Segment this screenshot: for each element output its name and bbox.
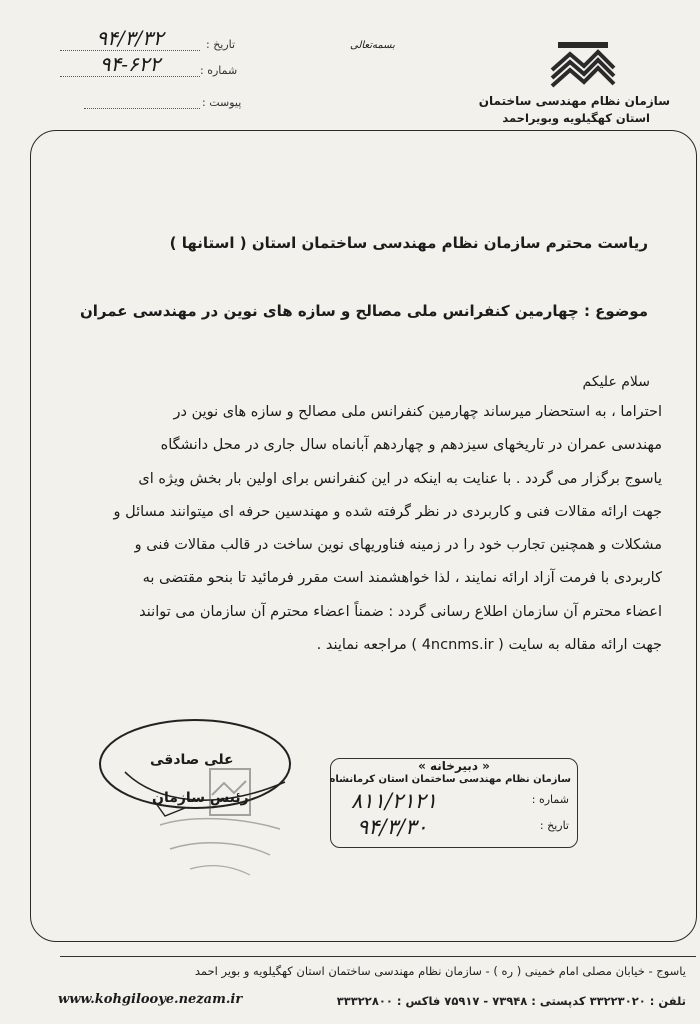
org-name-line2: استان کهگیلویه وبویراحمد [502,111,650,125]
stamp-title: « دبیرخانه » [418,759,490,773]
stamp-date-label: تاریخ : [539,819,569,832]
body-line: کاربردی با فرمت آزاد ارائه نمایند ، لذا خواهشمند است مقرر فرمائید تا بنحو مقتضی به [142,570,662,587]
stamp-date-value: ۹۴/۳/۳۰ [357,815,428,839]
footer-address: یاسوج - خیابان مصلی امام خمینی ( ره ) - سازمان نظام مهندسی ساختمان استان کهگیلویه و بویر احمد [194,964,686,978]
number-label: شماره : [200,64,238,77]
signer-name: علی صادقی [150,752,234,768]
footer-phone: تلفن : ۳۳۲۲۳۰۲۰ کدپستی : ۷۳۹۴۸ - ۷۵۹۱۷ فاکس : ۳۳۳۲۲۸۰۰ [336,994,686,1008]
body-line: جهت ارائه مقالات فنی و کاربردی در نظر گرفته شده و مهندسین حرفه ای میتوانند مسائل و [113,503,662,520]
date-label: تاریخ : [206,38,236,51]
attachment-line [84,96,200,109]
signer-title: رئیس سازمان [152,790,249,806]
body-line: جهت ارائه مقاله به سایت ( 4ncnms.ir ) مراجعه نمایند . [316,637,662,654]
body-line: یاسوج برگزار می گردد . با عنایت به اینکه در این کنفرانس برای اولین بار بخش ویژه ای [138,470,662,487]
header [0,0,700,125]
stamp-number-value: ۸۱۱/۲۱۲۱ [351,789,438,813]
org-seal-icon [150,765,290,885]
greeting: سلام علیکم [582,374,650,390]
addressee: ریاست محترم سازمان نظام مهندسی ساختمان استان ( استانها ) [169,234,648,252]
footer-divider [60,956,696,957]
stamp-number-label: شماره : [531,793,569,806]
receiving-stamp [330,758,578,848]
body-line: احتراما ، به استحضار میرساند چهارمین کنفرانس ملی مصالح و سازه های نوین در [173,404,662,420]
attachment-label: پیوست : [202,96,242,109]
stamp-org: سازمان نظام مهندسی ساختمان استان کرمانشاه [329,774,571,785]
basmala: بسمه‌تعالی [350,40,395,51]
body-line: مهندسی عمران در تاریخهای سیزدهم و چهاردهم آبانماه سال جاری در محل دانشگاه [160,437,662,454]
letter-body [36,396,662,662]
org-logo-icon [548,40,618,88]
footer-website: www.kohgilooye.nezam.ir [58,992,243,1007]
number-value: ۹۴-۶۲۲ [60,52,200,77]
body-line: اعضاء محترم آن سازمان اطلاع رسانی گردد : ضمناً اعضاء محترم آن سازمان می توانند [139,603,662,620]
date-value: ۹۴/۳/۳۲ [60,26,200,51]
body-line: مشکلات و همچنین تجارب خود را در زمینه فناوریهای نوین ساخت در قالب مقالات فنی و [134,537,662,554]
org-name-line1: سازمان نظام مهندسی ساختمان [478,94,670,108]
subject: موضوع : چهارمین کنفرانس ملی مصالح و سازه های نوین در مهندسی عمران [79,302,648,320]
